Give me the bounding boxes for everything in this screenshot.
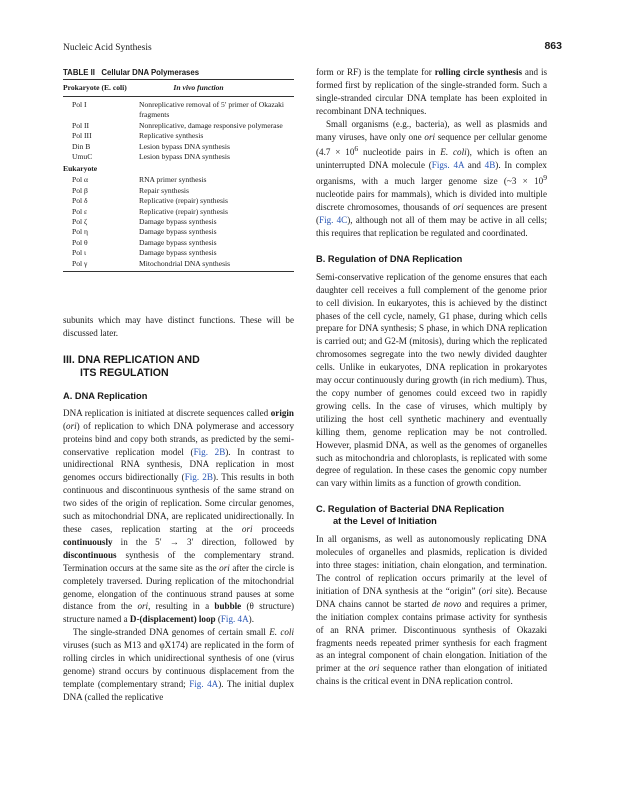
left-column [63, 314, 294, 704]
seg-rolling-circle: rolling circle synthesis [434, 67, 523, 77]
figure-link-2b[interactable]: Fig. 2B [193, 446, 226, 457]
seg: proceeds [252, 523, 295, 534]
seg-de-novo: de novo [431, 598, 462, 609]
prokaryote-rows [63, 97, 294, 162]
table-cell-function: Nonreplicative, damage responsive polymerase [139, 120, 283, 130]
table-row [63, 186, 294, 196]
table-cell-polymerase: Pol III [72, 131, 92, 141]
paragraph-initiation [316, 533, 547, 688]
subsection-heading-b: B. Regulation of DNA Replication [316, 253, 463, 264]
table-cell-polymerase: Pol γ [72, 258, 88, 268]
table-caption-title: Cellular DNA Polymerases [101, 68, 200, 77]
figure-link-4b[interactable]: 4B [484, 160, 496, 171]
table-bottom-rule [63, 271, 294, 272]
seg: in the 5′ → 3′ direction, followed by [112, 536, 294, 547]
seg: form or RF) is the template for [316, 67, 435, 77]
seg: ). This results in both continuous and discontinuous synthesis of the same strand on two sides of the origin of replication. Some circular genomes, such as mitochondrial DNA, are replicated unidirectionally. In these cases, replication starting at the [63, 472, 294, 534]
table-cell-function: Damage bypass synthesis [139, 227, 217, 237]
table-col-header-organism: Prokaryote (E. coli) [63, 83, 127, 92]
paragraph-dna-replication [63, 407, 294, 626]
table-row [63, 196, 294, 206]
table-cell-function: Repair synthesis [139, 185, 189, 195]
seg: synthesis of the complementary strand. Termination occurs at the same site as the [63, 549, 294, 573]
seg: ), although not all of them may be active in all cells; this requires that replication be regulated and coordinated. [316, 215, 547, 238]
seg: , resulting in a [148, 601, 215, 612]
table-cell-function: Mitochondrial DNA synthesis [139, 258, 231, 268]
table-caption-label: TABLE II [63, 68, 95, 77]
seg-bubble: bubble [214, 601, 242, 612]
seg: ). In contrast to unidirectional RNA synthesis, DNA replication in most genomes occurs bidirectionally ( [63, 446, 295, 483]
table-cell-polymerase: Pol I [72, 100, 87, 109]
table-row [63, 207, 294, 217]
table-cell-polymerase: Pol ε [72, 206, 88, 216]
table-header-row [63, 80, 294, 96]
seg: ( [63, 420, 67, 431]
seg: nucleotide pairs in [358, 147, 441, 158]
page-number: 863 [544, 40, 562, 52]
seg-ori: ori [66, 420, 77, 431]
seg: viruses (such as M13 and φX174) are replicated in the form of rolling circles in which unidirectional synthesis of one (virus genome) strand occurs by continuous displacement from the template (complementary strand; [63, 640, 294, 689]
paragraph-rf-form [316, 66, 547, 118]
table-cell-function: Nonreplicative removal of 5′ primer of Okazaki fragments [139, 100, 285, 120]
section-heading-line2: ITS REGULATION [80, 366, 169, 379]
seg-ecoli: E. coli [440, 147, 467, 158]
seg: sequences are present ( [316, 202, 547, 226]
seg: ). [248, 614, 254, 625]
seg: after the circle is completely traversed. During replication of the mitochondrial genome, elongation of the continuous strand pauses at some distance from the [63, 562, 294, 612]
seg-ori: ori [424, 131, 436, 142]
eukaryote-rows [63, 175, 294, 269]
seg-ori: ori [453, 202, 464, 213]
paragraph-small-organisms [316, 118, 547, 240]
table-row [63, 217, 294, 227]
seg-exp: 6 [354, 144, 359, 154]
table-cell-polymerase: Pol II [72, 120, 90, 130]
table-row [63, 142, 294, 152]
subsection-heading-c-line2: at the Level of Initiation [333, 516, 437, 527]
table-cell-polymerase: Pol β [72, 185, 88, 195]
figure-link-4a[interactable]: Figs. 4A [431, 160, 465, 171]
table-row [63, 131, 294, 141]
table-col-header-function-text: In vivo function [173, 83, 224, 92]
seg-ori: ori [137, 601, 149, 612]
table-cell-function: Lesion bypass DNA synthesis [139, 152, 230, 162]
seg: Small organisms (e.g., bacteria), as well as plasmids and many viruses, have only one [316, 118, 547, 142]
table-cell-polymerase: Pol δ [72, 196, 88, 206]
table-row [63, 227, 294, 237]
seg: and requires a primer, the initiation complex contains primase activity for synthesis of an RNA primer. Discontinuous synthesis of Okazaki fragments needs repeated primer synthesis for each fragment as an integral component of chain elongation. Initiation of the primer at the [316, 598, 547, 674]
figure-link-4c[interactable]: Fig. 4C [319, 215, 348, 226]
table-cell-function: Replicative (repair) synthesis [139, 206, 228, 216]
table-cell-function: Damage bypass synthesis [139, 217, 217, 227]
table-col-header-function [139, 82, 294, 94]
table-cell-polymerase: Pol α [72, 175, 89, 185]
table-cell-function: Damage bypass synthesis [139, 248, 217, 258]
seg: sequence rather than elongation of initiated chains is the critical event in DNA replication control. [316, 663, 547, 687]
eukaryote-section-label: Eukaryote [63, 164, 98, 174]
seg: site). Because DNA chains cannot be started [316, 585, 547, 609]
table-cell-polymerase: Pol ι [72, 248, 87, 258]
table-cell-function: Replicative synthesis [139, 131, 204, 141]
paragraph-single-stranded [63, 626, 294, 703]
left-paragraph-continuation: subunits which may have distinct functions. These will be discussed later. [63, 315, 294, 338]
seg-d-loop: D-(displacement) loop [129, 614, 216, 625]
table-cell-function: Damage bypass synthesis [139, 237, 217, 247]
section-heading-line1: III. DNA REPLICATION AND [63, 353, 200, 366]
table-cell-polymerase: UmuC [72, 152, 93, 162]
paragraph-regulation: Semi-conservative replication of the genome ensures that each daughter cell receives a full complement of the genome prior to cell division. In eukaryotes, this is achieved by the distinct phases of the cell cycle, namely, G1 phase, during which cells prepare for DNA synthesis; S phase, in which DNA replication is carried out; and G2-M (mitosis), during which the replicated chromosomes segregate into the two newly divided daughter cells. Unlike in eukaryotes, DNA replication in prokaryotes may occur continuously during growth (in rich medium). Thus, the copy number of genomes could exceed two in rapidly growing cells. In the case of viruses, which multiply by utilizing the host cell synthetic machinery and eventually killing them, genome replication may be not controlled. However, plasmid DNA, as well as the genomes of organelles such as mitochondria and chloroplasts, is replicated with some degree of regulation. In these cases the genomic copy number can vary within limits as a function of growth condition. [316, 271, 547, 489]
seg: (θ structure) structure named a [63, 601, 294, 625]
table-cell-polymerase: Pol ζ [72, 217, 88, 227]
table-cell-polymerase: Din B [72, 141, 91, 151]
seg: ). In complex organisms, with a much larger genome size (~3 × 10 [316, 160, 547, 187]
table-row [63, 152, 294, 162]
seg-ori: ori [481, 585, 493, 596]
table-row [63, 238, 294, 248]
figure-link-4a[interactable]: Fig. 4A [220, 614, 249, 625]
subsection-heading-c [316, 503, 547, 527]
seg-continuously: continuously [63, 536, 113, 547]
seg: and [464, 160, 485, 171]
seg: ( [215, 614, 221, 625]
seg: In all organisms, as well as autonomously replicating DNA molecules of organelles and plasmids, replication is divided into three stages: initiation, chain elongation, and termination. The control of replication occurs primarily at the level of initiation of DNA synthesis at the “origin” ( [316, 534, 547, 596]
seg: and is formed first by replication of the single-stranded form. Such a single-stranded circular DNA template has been exploited in recombinant DNA techniques. [316, 67, 548, 116]
table-cell-polymerase: Pol η [72, 227, 88, 237]
table-caption [63, 67, 294, 79]
seg-ori: ori [241, 523, 253, 534]
table-cell-polymerase: Pol θ [72, 237, 88, 247]
seg-ori: ori [219, 562, 230, 573]
polymerase-table [63, 67, 294, 272]
subsection-heading-a: A. DNA Replication [63, 390, 148, 401]
seg: nucleotide pairs for mammals), which is divided into multiple discrete chromosomes, thousands of [316, 189, 547, 213]
seg-ori: ori [368, 663, 380, 674]
table-row [63, 175, 294, 185]
table-cell-function: Lesion bypass DNA synthesis [139, 141, 230, 151]
table-cell-function: RNA primer synthesis [139, 175, 207, 185]
figure-link-2b[interactable]: Fig. 2B [184, 472, 213, 483]
seg: ). The initial duplex DNA (called the replicative [63, 678, 294, 702]
figure-link-4a[interactable]: Fig. 4A [189, 678, 219, 689]
seg: sequence per cellular genome (4.7 × 10 [316, 131, 547, 158]
table-row [63, 248, 294, 258]
seg-ecoli: E. coli [269, 627, 294, 638]
table-cell-function: Replicative (repair) synthesis [139, 196, 228, 206]
seg: DNA replication is initiated at discrete sequences called [63, 407, 271, 418]
seg-discontinuous: discontinuous [63, 549, 117, 560]
seg: ), which is often an uninterrupted DNA molecule ( [316, 147, 547, 171]
seg: The single-stranded DNA genomes of certain small [73, 627, 270, 638]
subsection-heading-c-line1: C. Regulation of Bacterial DNA Replication [316, 504, 505, 515]
section-heading [63, 354, 294, 380]
right-column [316, 66, 547, 688]
table-row [63, 121, 294, 131]
seg-origin: origin [270, 407, 294, 418]
running-header-title: Nucleic Acid Synthesis [63, 43, 152, 53]
seg-exp: 9 [543, 173, 547, 183]
seg: ) of replication to which DNA polymerase and accessory proteins bind and copy both strands, as predicted by the semi-conservative replication model ( [63, 420, 294, 457]
table-row [63, 100, 294, 121]
table-row [63, 259, 294, 269]
